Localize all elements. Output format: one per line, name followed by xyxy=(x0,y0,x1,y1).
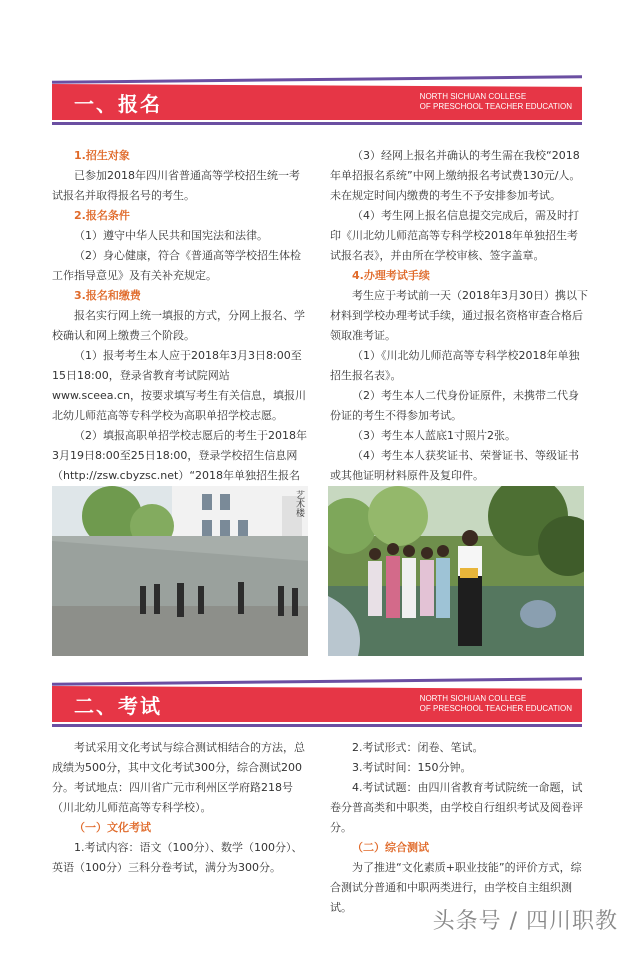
paragraph: 1.考试内容：语文（100分）、数学（100分）、英语（100分）三科分卷考试，满分为300分。 xyxy=(52,841,303,874)
subheading: （一）文化考试 xyxy=(74,821,151,834)
college-english-name: NORTH SICHUAN COLLEGE OF PRESCHOOL TEACHER EDUCATION xyxy=(419,694,572,713)
paragraph: 3.考试时间：150分钟。 xyxy=(352,761,472,774)
registration-left-column xyxy=(52,146,308,506)
subheading: 2.报名条件 xyxy=(74,209,130,222)
subheading: （二）综合测试 xyxy=(352,841,429,854)
paragraph: （2）身心健康，符合《普通高等学校招生体检工作指导意见》及有关补充规定。 xyxy=(52,249,301,282)
section-banner-exam xyxy=(52,680,582,726)
paragraph: （1）报考考生本人应于2018年3月3日8:00至15日18:00，登录省教育考试院网站www.sceea.cn，按要求填写考生有关信息，填报川北幼儿师范高等专科学校为高职单招学校志愿。 xyxy=(52,349,307,422)
watermark: 头条号 / 四川职教 xyxy=(432,909,618,934)
exam-left-column xyxy=(52,738,308,878)
banner-top-line xyxy=(52,677,582,686)
paragraph: 为了推进“文化素质+职业技能”的评价方式，综合测试分普通和中职两类进行，由学校自主组织测试。 xyxy=(330,861,582,914)
section-banner-registration xyxy=(52,78,582,124)
paragraph: 2.考试形式：闭卷、笔试。 xyxy=(352,741,484,754)
subheading: 3.报名和缴费 xyxy=(74,289,141,302)
banner-bottom-line xyxy=(52,122,582,125)
subheading: 4.办理考试手续 xyxy=(352,269,430,282)
section-title: 二、考试 xyxy=(74,694,162,718)
paragraph: （4）考生网上报名信息提交完成后，需及时打印《川北幼儿师范高等专科学校2018年单独招生考试报名表》，并由所在学校审核、签字盖章。 xyxy=(330,209,579,262)
exam-right-column xyxy=(330,738,588,918)
college-english-name: NORTH SICHUAN COLLEGE OF PRESCHOOL TEACHER EDUCATION xyxy=(419,92,572,111)
paragraph: （1）遵守中华人民共和国宪法和法律。 xyxy=(74,229,268,242)
banner-top-line xyxy=(52,75,582,84)
section-title: 一、报名 xyxy=(74,92,162,116)
subheading: 1.招生对象 xyxy=(74,149,130,162)
paragraph: 考试采用文化考试与综合测试相结合的方法，总成绩为500分，其中文化考试300分，综合测试200分。考试地点：四川省广元市利州区学府路218号（川北幼儿师范高等专科学校）。 xyxy=(52,741,305,814)
paragraph: （4）考生本人获奖证书、荣誉证书、等级证书或其他证明材料原件及复印件。 xyxy=(330,449,579,482)
paragraph: 报名实行网上统一填报的方式，分网上报名、学校确认和网上缴费三个阶段。 xyxy=(52,309,305,342)
students-photo xyxy=(328,486,584,656)
paragraph: 考生应于考试前一天（2018年3月30日）携以下材料到学校办理考试手续，通过报名资格审查合格后领取准考证。 xyxy=(330,289,588,342)
paragraph: （3）经网上报名并确认的考生需在我校“2018年单招报名系统”中网上缴纳报名考试费130元/人。未在规定时间内缴费的考生不予安排参加考试。 xyxy=(330,149,581,202)
paragraph: （2）填报高职单招学校志愿后的考生于2018年3月19日8:00至25日18:00，登录学校招生信息网（http://zsw.cbyzsc.net）“2018年单独招生报名 xyxy=(52,429,307,482)
campus-photo xyxy=(52,486,308,656)
banner-bottom-line xyxy=(52,724,582,727)
paragraph: （2）考生本人二代身份证原件，未携带二代身份证的考生不得参加考试。 xyxy=(330,389,579,422)
registration-right-column xyxy=(330,146,588,486)
paragraph: （1）《川北幼儿师范高等专科学校2018年单独招生报名表》。 xyxy=(330,349,580,382)
paragraph: 4.考试试题：由四川省教育考试院统一命题，试卷分普高类和中职类，由学校自行组织考试及阅卷评分。 xyxy=(330,781,583,834)
building-sign: 艺术楼 xyxy=(294,490,304,517)
paragraph: （3）考生本人蓝底1寸照片2张。 xyxy=(352,429,516,442)
paragraph: 已参加2018年四川省普通高等学校招生统一考试报名并取得报名号的考生。 xyxy=(52,169,300,202)
